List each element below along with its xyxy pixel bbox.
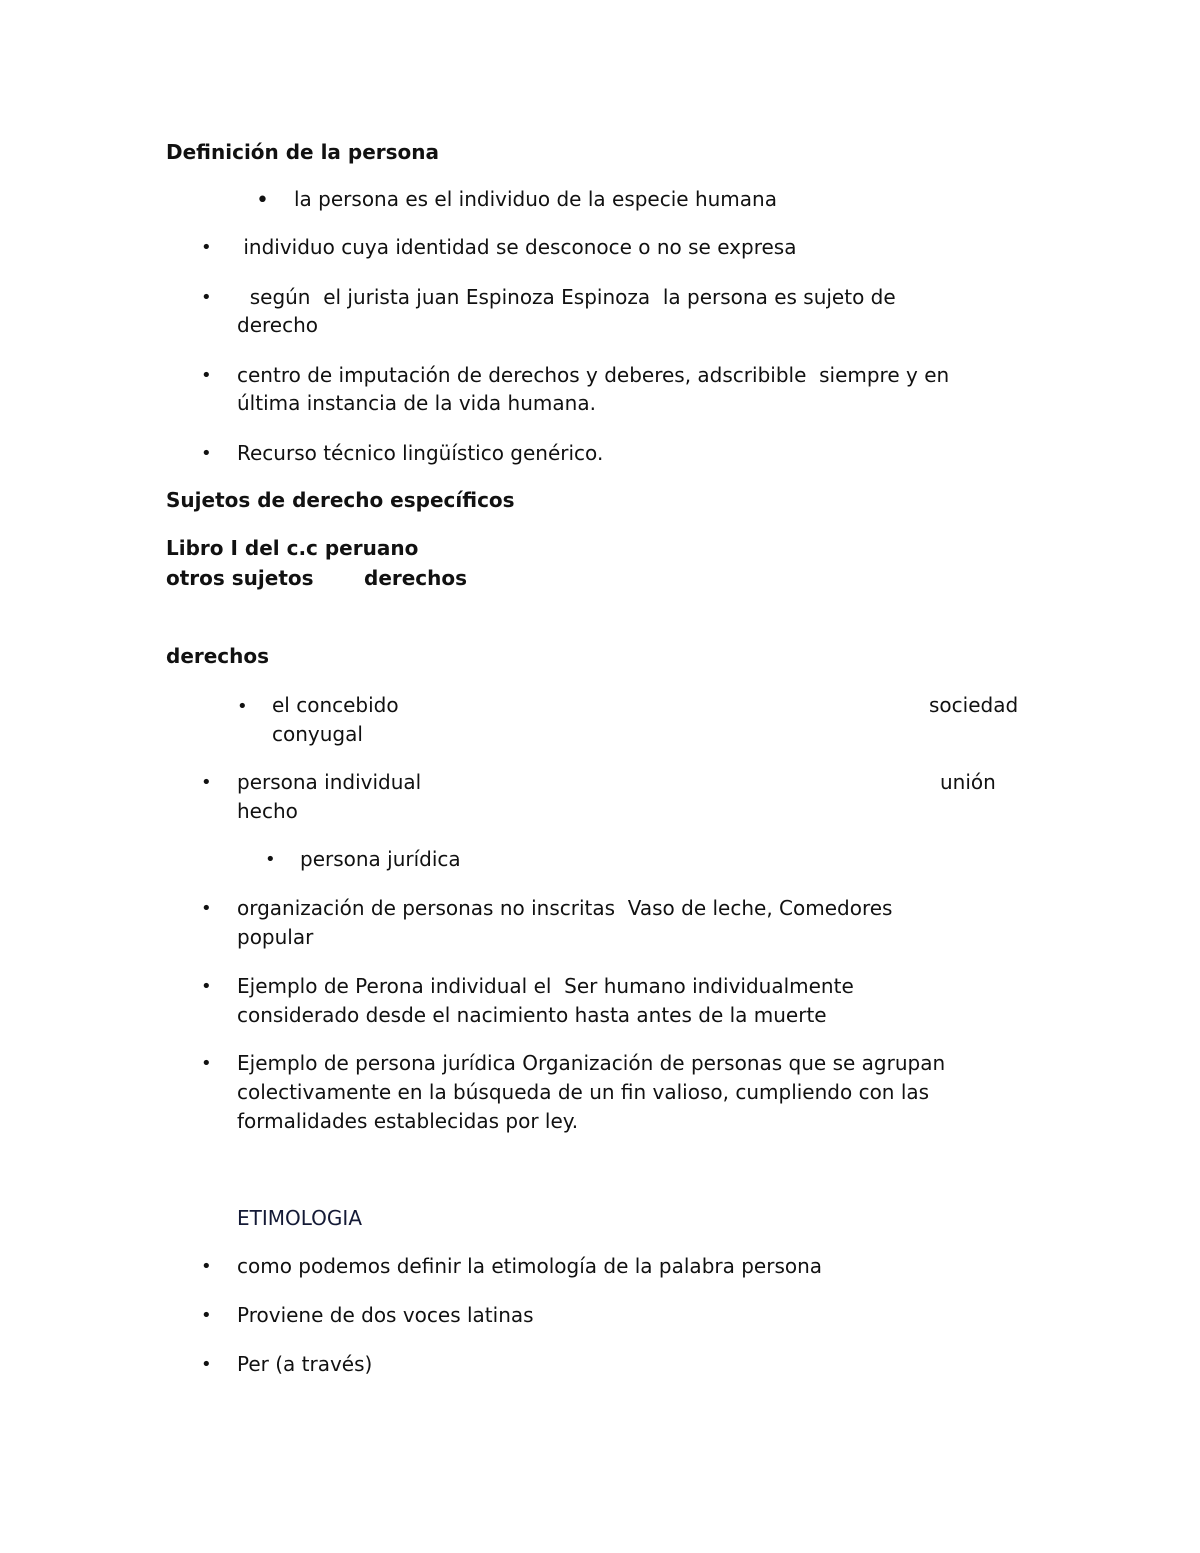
heading-derechos: derechos — [166, 644, 270, 668]
list-item: centro de imputación de derechos y deberes, adscribible siempre y en — [237, 363, 950, 387]
list-item-continuation: popular — [237, 925, 314, 949]
list-item-continuation: conyugal — [272, 722, 363, 746]
list-item: según el jurista juan Espinoza Espinoza la persona es sujeto de — [237, 285, 896, 309]
list-item-continuation: derecho — [237, 313, 318, 337]
list-item: como podemos definir la etimología de la palabra persona — [237, 1254, 823, 1278]
list-item-continuation: última instancia de la vida humana. — [237, 391, 596, 415]
list-item: Ejemplo de persona jurídica Organización de personas que se agrupan — [237, 1051, 946, 1075]
libro-line-2-left: otros sujetos — [166, 566, 314, 590]
bullet-marker: • — [201, 976, 212, 997]
list-item-right: unión — [940, 770, 996, 794]
heading-etimologia: ETIMOLOGIA — [237, 1206, 362, 1230]
list-item-continuation: hecho — [237, 799, 298, 823]
bullet-marker: • — [256, 188, 269, 213]
list-item-continuation: considerado desde el nacimiento hasta antes de la muerte — [237, 1003, 827, 1027]
list-item: individuo cuya identidad se desconoce o no se expresa — [237, 235, 797, 259]
bullet-marker: • — [201, 1354, 212, 1375]
list-item-continuation: formalidades establecidas por ley. — [237, 1109, 579, 1133]
list-item: el concebido — [272, 693, 399, 717]
bullet-marker: • — [201, 1305, 212, 1326]
list-item-continuation: colectivamente en la búsqueda de un fin valioso, cumpliendo con las — [237, 1080, 930, 1104]
bullet-marker: • — [237, 696, 248, 717]
bullet-marker: • — [201, 237, 212, 258]
list-item: Ejemplo de Perona individual el Ser humano individualmente — [237, 974, 854, 998]
bullet-marker: • — [201, 365, 212, 386]
list-item-right: sociedad — [929, 693, 1019, 717]
list-item: Per (a través) — [237, 1352, 373, 1376]
bullet-marker: • — [201, 287, 212, 308]
bullet-marker: • — [201, 443, 212, 464]
list-item: persona jurídica — [300, 847, 461, 871]
heading-definicion: Definición de la persona — [166, 140, 440, 164]
bullet-marker: • — [265, 849, 276, 870]
bullet-marker: • — [201, 898, 212, 919]
heading-sujetos: Sujetos de derecho específicos — [166, 488, 515, 512]
bullet-marker: • — [201, 1053, 212, 1074]
list-item: Recurso técnico lingüístico genérico. — [237, 441, 604, 465]
libro-line-1: Libro I del c.c peruano — [166, 536, 419, 560]
list-item: organización de personas no inscritas Vaso de leche, Comedores — [237, 896, 893, 920]
list-item: Proviene de dos voces latinas — [237, 1303, 534, 1327]
bullet-marker: • — [201, 772, 212, 793]
list-item: persona individual — [237, 770, 422, 794]
libro-line-2-right: derechos — [364, 566, 468, 590]
bullet-marker: • — [201, 1256, 212, 1277]
list-item: la persona es el individuo de la especie humana — [294, 187, 777, 211]
